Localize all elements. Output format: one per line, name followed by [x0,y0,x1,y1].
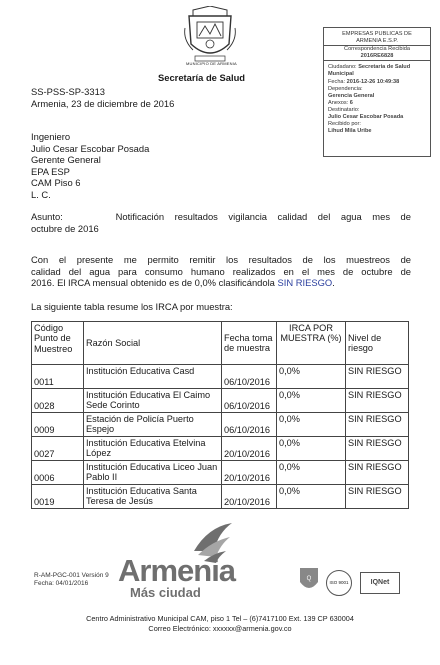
stamp-sender-value: Secretaria de Salud [358,64,411,71]
stamp-dest-value: Julio Cesar Escobar Posada [328,114,404,121]
cell-irca: 0,0% [277,437,346,461]
cell-irca: 0,0% [277,413,346,437]
letter-place-date: Armenia, 23 de diciembre de 2016 [31,98,175,109]
stamp-sender-value2: Municipal [328,71,354,78]
body-paragraph [31,254,411,289]
recipient-line: L. C. [31,188,51,200]
iso-seal-icon [326,570,352,596]
footer-address: Centro Administrativo Municipal CAM, piso 1 Tel – (6)7417100 Ext. 139 CP 630004 [86,614,354,623]
col-header-code: Código Punto de Muestreo [32,322,84,365]
brand-slogan: Más ciudad [130,585,201,600]
cell-name: Institución Educativa Liceo Juan Pablo II [84,461,222,485]
table-row [32,389,409,413]
iso-label: ISO 9001 [329,580,349,585]
subject-label: Asunto: [31,211,63,222]
cell-level: SIN RIESGO [346,365,409,389]
cell-code: 0006 [32,461,84,485]
body-line: calidad del agua para consumo humano realizados en el mes de octubre de [31,265,411,277]
received-stamp [323,27,431,157]
crest-caption: MUNICIPIO DE ARMENIA [186,61,237,66]
form-code-block [34,572,109,588]
form-code: R-AM-PGC-001 Versión 9 [34,572,109,579]
table-row [32,437,409,461]
recipient-line: CAM Piso 6 [31,177,81,188]
letter-reference: SS-PSS-SP-3313 [31,86,105,97]
recipient-line: Gerente General [31,154,101,165]
stamp-number: 2016RE6828 [360,53,394,60]
cell-name: Institución Educativa El Caimo Sede Corinto [84,389,222,413]
page-footer [0,614,440,634]
col-header-date: Fecha toma de muestra [222,322,277,365]
cell-date: 20/10/2016 [222,461,277,485]
cell-name: Estación de Policía Puerto Espejo [84,413,222,437]
stamp-date-label: Fecha: [328,78,346,85]
cell-date: 20/10/2016 [222,485,277,509]
cell-code: 0027 [32,437,84,461]
body-line: Con el presente me permito remitir los resultados de los muestreos de [31,254,411,265]
brand-name: Armenia [118,553,236,588]
col-header-name: Razón Social [84,322,222,365]
cell-date: 06/10/2016 [222,365,277,389]
cell-level: SIN RIESGO [346,413,409,437]
certification-logos [298,566,406,598]
subject-text-line2: octubre de 2016 [31,222,99,234]
stamp-dest-label: Destinatario: [328,106,360,113]
body-period: . [332,277,335,288]
cell-level: SIN RIESGO [346,461,409,485]
cell-irca: 0,0% [277,461,346,485]
cell-date: 06/10/2016 [222,389,277,413]
cell-level: SIN RIESGO [346,389,409,413]
stamp-annex-label: Anexos: [328,99,349,106]
risk-classification: SIN RIESGO [277,277,333,288]
table-header-row [32,322,409,365]
cell-date: 20/10/2016 [222,437,277,461]
recipient-line: Julio Cesar Escobar Posada [31,142,150,154]
shield-cert-icon [298,566,320,596]
recipient-line: EPA ESP [31,165,70,177]
col-header-irca: IRCA POR MUESTRA (%) [277,322,346,365]
recipient-block [31,131,149,200]
stamp-sender-label: Ciudadano: [328,64,357,71]
irca-results-table [31,321,409,509]
subject-text-line1: Notificación resultados vigilancia calidad del agua mes de [115,211,411,222]
iqnet-logo-icon [360,572,400,594]
stamp-org-line1: EMPRESAS PÚBLICAS DE [342,31,412,37]
municipal-crest-icon [183,6,237,66]
armenia-brand-logo [118,521,238,607]
stamp-title: Correspondencia Recibida [344,46,410,53]
stamp-annex-value: 6 [349,99,353,106]
cell-irca: 0,0% [277,365,346,389]
table-row [32,461,409,485]
table-row [32,413,409,437]
table-row [32,365,409,389]
cell-code: 0019 [32,485,84,509]
cell-irca: 0,0% [277,485,346,509]
iqnet-label: IQNet [370,579,390,586]
cell-code: 0028 [32,389,84,413]
table-row [32,485,409,509]
body-line: 2016. El IRCA mensual obtenido es de 0,0% clasificándola [31,277,278,288]
cell-date: 06/10/2016 [222,413,277,437]
cell-code: 0009 [32,413,84,437]
table-intro: La siguiente tabla resume los IRCA por muestra: [31,301,233,312]
cell-name: Institución Educativa Casd [84,365,222,389]
svg-text:Q: Q [306,576,312,582]
recipient-line: Ingeniero [31,131,71,142]
stamp-date-value: 2016-12-26 10:49:38 [346,78,400,85]
cell-level: SIN RIESGO [346,437,409,461]
cell-name: Institución Educativa Etelvina López [84,437,222,461]
cell-code: 0011 [32,365,84,389]
stamp-org-line2: ARMENIA E.S.P. [356,38,398,45]
stamp-recv-label: Recibido por: [328,121,361,128]
stamp-recv-value: Lihud Mila Uribe [328,128,372,135]
footer-email: Correo Electrónico: xxxxxx@armenia.gov.co [148,624,292,633]
form-date: Fecha: 04/01/2016 [34,580,89,587]
stamp-dep-value: Gerencia General [328,92,375,99]
subject-block [31,211,411,234]
cell-irca: 0,0% [277,389,346,413]
secretaria-heading: Secretaría de Salud [158,72,246,83]
col-header-level: Nivel de riesgo [346,322,409,365]
cell-level: SIN RIESGO [346,485,409,509]
cell-name: Institución Educativa Santa Teresa de Jesús [84,485,222,509]
stamp-dep-label: Dependencia: [328,85,363,92]
